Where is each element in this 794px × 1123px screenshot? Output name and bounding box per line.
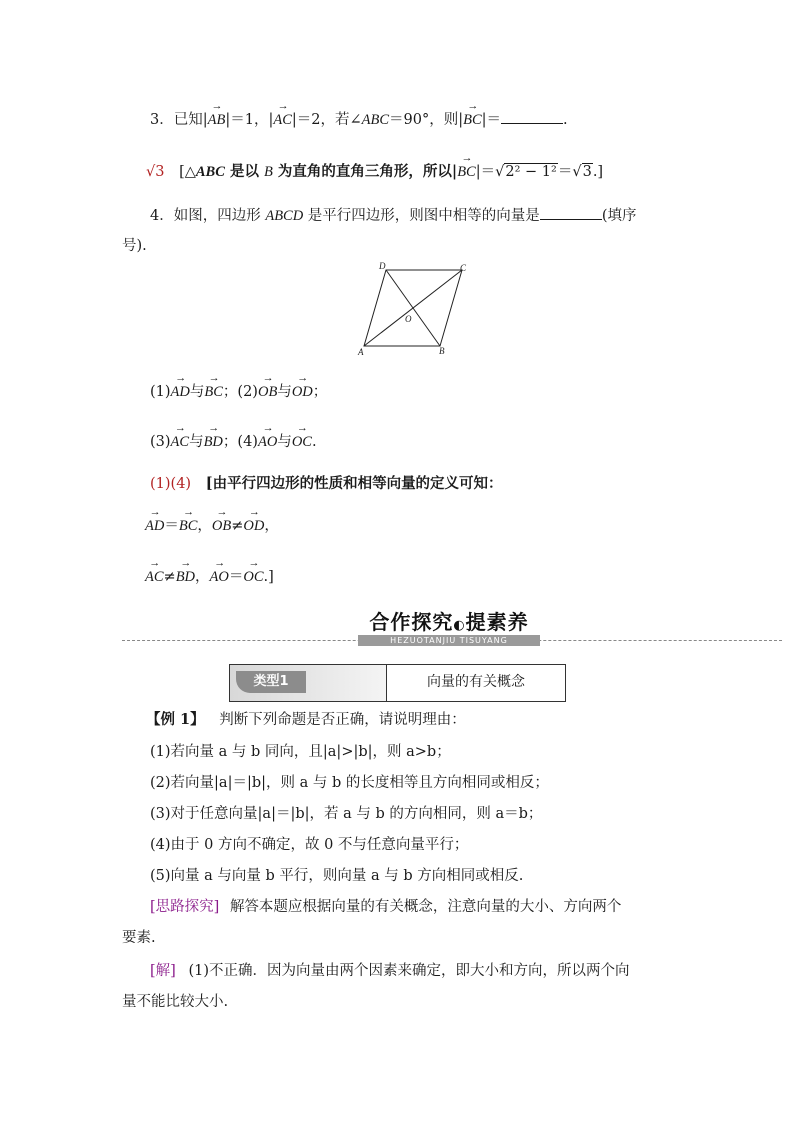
vector-ac: → AC — [273, 112, 292, 129]
example-item-2: (2)若向量|a|＝|b|，则 a 与 b 的长度相等且方向相同或相反； — [150, 775, 549, 791]
section-banner — [358, 606, 540, 648]
arrow-icon: ◐ — [453, 618, 466, 633]
sqrt-radicand: 2² − 1² — [505, 164, 557, 180]
vector-ab: → AB — [208, 112, 226, 129]
label-a: A — [358, 347, 364, 356]
type-title: 向量的有关概念 — [427, 674, 525, 690]
example-item-3: (3)对于任意向量|a|＝|b|，若 a 与 b 的方向相同，则 a＝b； — [150, 806, 543, 822]
options-line2: (3)→ AC与→ BD；(4)→ AO与→ OC. — [150, 430, 317, 451]
parallelogram-figure — [350, 260, 480, 356]
vector-bc: → BC — [463, 112, 482, 129]
idea-label: [思路探究] — [150, 899, 220, 915]
label-b: B — [439, 346, 445, 356]
solution-line2: 量不能比较大小. — [122, 994, 229, 1010]
question-4-line2: 号). — [122, 238, 147, 254]
label-d: D — [379, 261, 386, 271]
example-1-head: 【例 1】 判断下列命题是否正确，请说明理由： — [146, 711, 466, 728]
answer-3: √3 [△ABC 是以 B 为直角的直角三角形，所以|→ BC|＝√2² − 1²＝√3.] — [146, 160, 603, 181]
type-box — [229, 664, 566, 702]
example-item-4: (4)由于 0 方向不确定，故 0 不与任意向量平行； — [150, 837, 469, 853]
answer-4-line1: → AD＝→ BC，→ OB≠→ OD， — [145, 514, 279, 535]
question-4-line1: 4．如图，四边形 ABCD 是平行四边形，则图中相等的向量是 (填序 — [150, 204, 636, 225]
answer-4-head: (1)(4) [由平行四边形的性质和相等向量的定义可知： — [150, 475, 503, 492]
example-item-5: (5)向量 a 与向量 b 平行，则向量 a 与 b 方向相同或相反. — [150, 868, 524, 884]
answer-blank — [501, 109, 563, 124]
answer-value: √3 — [146, 164, 165, 180]
options-line1: (1)→ AD与→ BC；(2)→ OB与→ OD； — [150, 380, 327, 401]
example-label: 【例 1】 — [146, 711, 205, 728]
type-tag: 类型1 — [236, 671, 306, 693]
idea-line1: [思路探究] 解答本题应根据向量的有关概念，注意向量的大小、方向两个 — [150, 899, 622, 915]
answer-value: (1)(4) — [150, 476, 192, 492]
solution-line1: [解] (1)不正确．因为向量由两个因素来确定，即大小和方向，所以两个向 — [150, 963, 630, 979]
banner-title: 合作探究◐提素养 — [369, 610, 529, 634]
solution-label: [解] — [150, 963, 176, 979]
label-o: O — [405, 314, 412, 324]
example-item-1: (1)若向量 a 与 b 同向，且|a|>|b|，则 a>b； — [150, 744, 451, 760]
diagonal-bd — [386, 270, 440, 346]
idea-line2: 要素. — [122, 930, 156, 946]
question-3: 3．已知|→ AB|＝1，|→ AC|＝2，若∠ABC＝90°，则|→ BC|＝ . — [150, 108, 568, 129]
answer-4-line2: → AC≠→ BD，→ AO＝→ OC.] — [145, 565, 274, 586]
answer-blank — [540, 205, 602, 220]
label-c: C — [460, 263, 467, 273]
banner-subtitle: HEZUOTANJIU TISUYANG — [358, 635, 540, 646]
